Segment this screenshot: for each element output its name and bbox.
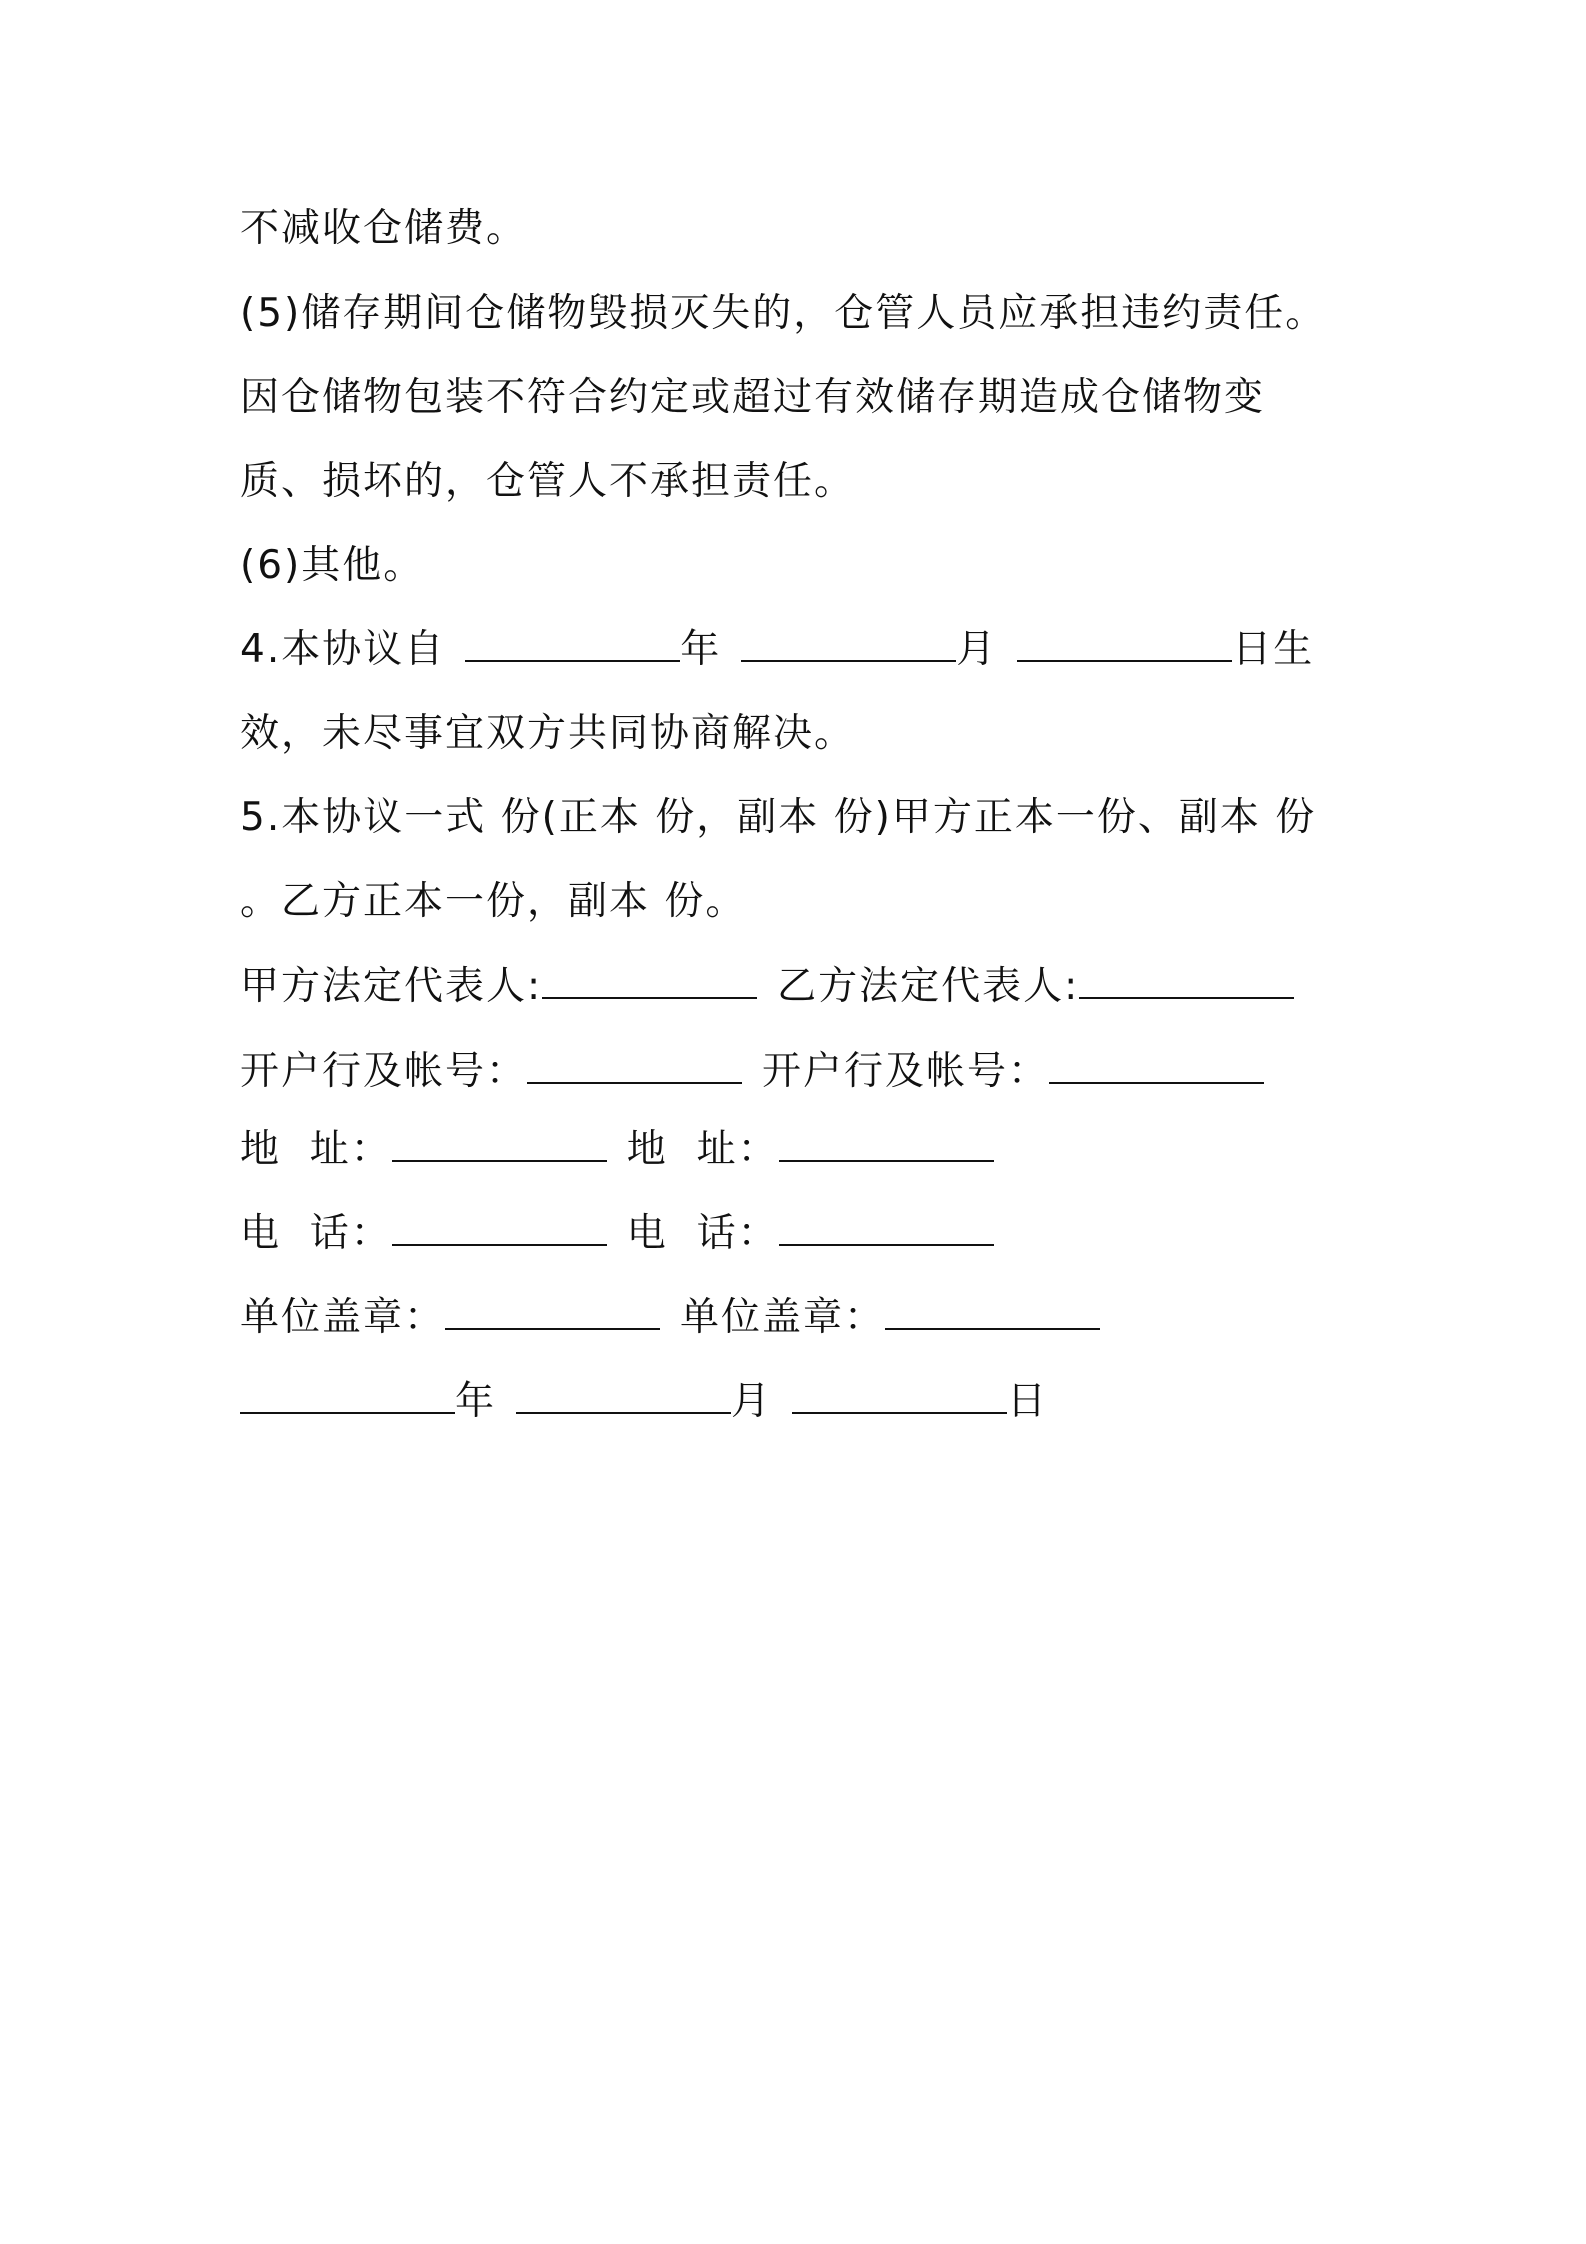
party-a-address-label: 地 址： — [240, 1127, 392, 1172]
text-line: 质、损坏的，仓管人不承担责任。 — [240, 459, 856, 504]
party-b-bank-blank — [1049, 1048, 1264, 1084]
representative-row — [240, 963, 1294, 1011]
text-line: 效，未尽事宜双方共同协商解决。 — [240, 711, 856, 756]
bank-account-row — [240, 1048, 1264, 1096]
clause-5: (5)储存期间仓储物毁损灭失的，仓管人员应承担违约责任。 — [240, 291, 1327, 336]
text-line: 。乙方正本一份，副本 份。 — [240, 879, 747, 924]
month-label: 月 — [956, 627, 998, 672]
signing-month-label: 月 — [731, 1379, 773, 1424]
party-a-address-blank — [392, 1126, 607, 1162]
clause-6: (6)其他。 — [240, 543, 425, 588]
address-row — [240, 1126, 994, 1174]
effective-month-blank — [741, 626, 956, 662]
day-label: 日生 — [1232, 627, 1315, 672]
party-a-bank-blank — [527, 1048, 742, 1084]
party-b-address-label: 地 址： — [626, 1127, 779, 1172]
party-b-bank-label: 开户行及帐号： — [762, 1049, 1050, 1094]
party-b-phone-blank — [779, 1210, 994, 1246]
party-b-rep-blank — [1079, 963, 1294, 999]
phone-row — [240, 1210, 994, 1258]
party-a-phone-blank — [392, 1210, 607, 1246]
party-a-phone-label: 电 话： — [240, 1211, 392, 1256]
year-label: 年 — [680, 627, 722, 672]
effective-date-prefix: 4.本协议自 — [240, 627, 446, 672]
signing-day-blank — [792, 1378, 1007, 1414]
text-line: 不减收仓储费。 — [240, 206, 528, 251]
signing-date-row — [240, 1378, 1048, 1426]
party-b-rep-label: 乙方法定代表人: — [777, 964, 1080, 1009]
party-a-bank-label: 开户行及帐号： — [240, 1049, 528, 1094]
party-b-seal-blank — [885, 1294, 1100, 1330]
signing-year-label: 年 — [455, 1379, 497, 1424]
party-a-rep-label: 甲方法定代表人: — [240, 964, 543, 1009]
party-a-rep-blank — [542, 963, 757, 999]
seal-row — [240, 1294, 1100, 1342]
party-a-seal-blank — [445, 1294, 660, 1330]
signing-year-blank — [240, 1378, 455, 1414]
effective-day-blank — [1017, 626, 1232, 662]
party-b-phone-label: 电 话： — [626, 1211, 779, 1256]
signing-month-blank — [516, 1378, 731, 1414]
signing-day-label: 日 — [1007, 1379, 1049, 1424]
party-b-seal-label: 单位盖章： — [680, 1295, 886, 1340]
text-line: 因仓储物包装不符合约定或超过有效储存期造成仓储物变 — [240, 375, 1266, 420]
effective-date-line — [240, 626, 1314, 674]
party-b-address-blank — [779, 1126, 994, 1162]
party-a-seal-label: 单位盖章： — [240, 1295, 446, 1340]
copies-clause: 5.本协议一式 份(正本 份，副本 份)甲方正本一份、副本 份 — [240, 795, 1317, 840]
effective-year-blank — [465, 626, 680, 662]
